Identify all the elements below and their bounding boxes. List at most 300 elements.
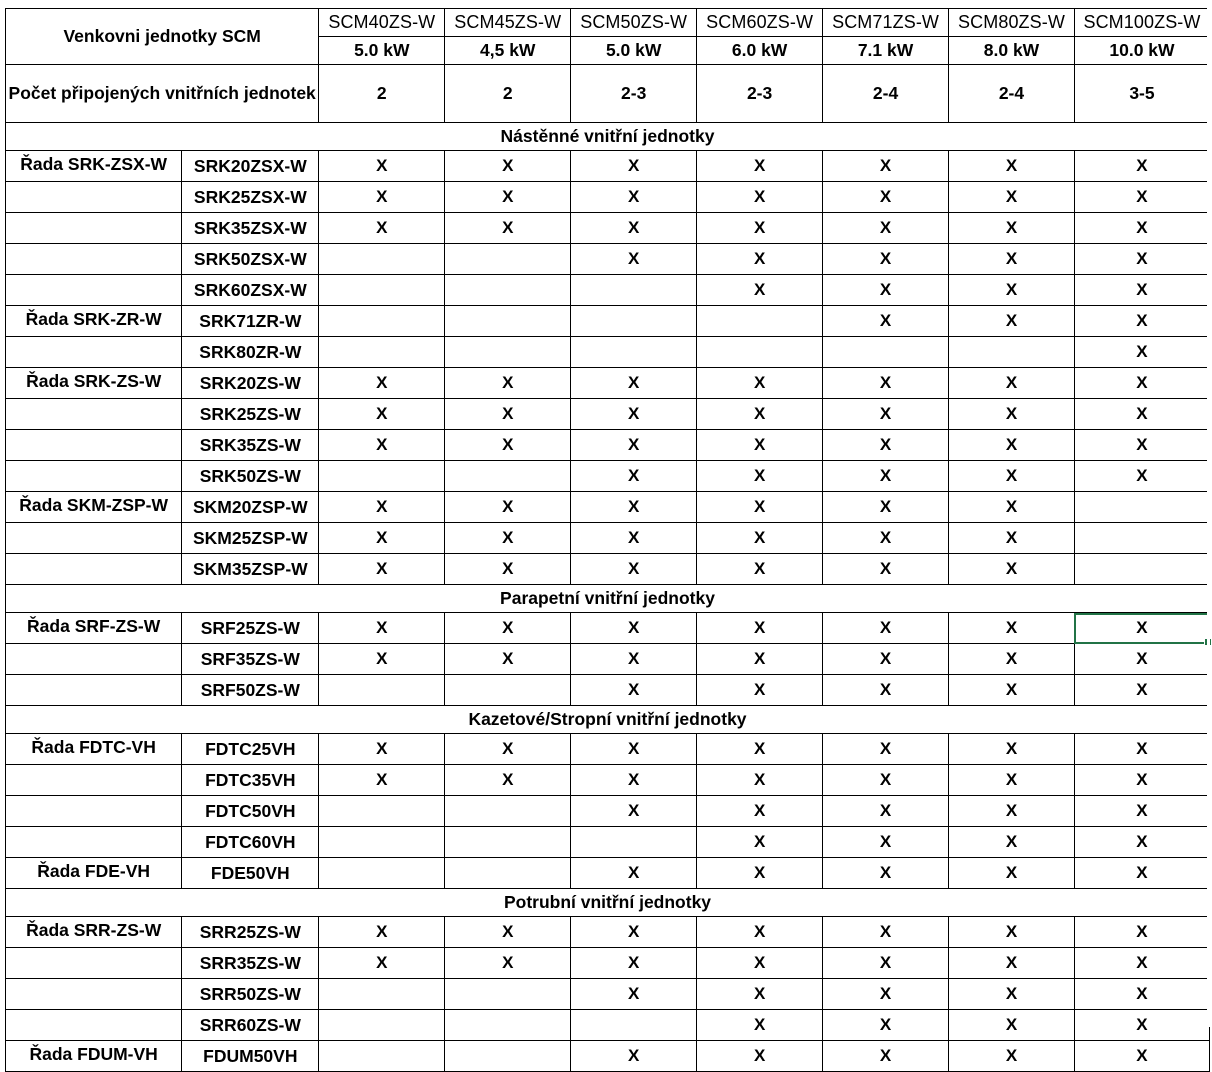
series-cell[interactable] (6, 399, 182, 430)
series-cell[interactable] (6, 979, 182, 1010)
series-cell[interactable] (6, 796, 182, 827)
compatibility-cell[interactable] (445, 244, 571, 275)
table-row (6, 858, 1210, 889)
compatibility-cell[interactable]: X (823, 275, 949, 306)
compatibility-cell[interactable]: X (949, 1010, 1075, 1041)
model-power-cell[interactable]: 10.0 kW (1074, 37, 1209, 65)
compatibility-cell[interactable] (445, 858, 571, 889)
series-cell[interactable] (6, 275, 182, 306)
compatibility-cell[interactable]: X (949, 644, 1075, 675)
compatibility-cell[interactable]: X (319, 523, 445, 554)
compatibility-cell[interactable]: X (823, 644, 949, 675)
table-row (6, 399, 1210, 430)
compatibility-cell[interactable]: X (949, 182, 1075, 213)
compatibility-cell[interactable] (319, 337, 445, 368)
compatibility-cell[interactable]: X (445, 182, 571, 213)
compatibility-cell[interactable]: X (1074, 368, 1209, 399)
compatibility-cell[interactable]: X (697, 275, 823, 306)
series-cell[interactable]: Řada FDUM-VH (6, 1041, 182, 1072)
table-row (6, 827, 1210, 858)
indoor-unit-cell[interactable]: FDTC25VH (182, 734, 319, 765)
compatibility-cell[interactable]: X (1074, 675, 1209, 706)
compatibility-cell[interactable]: X (445, 151, 571, 182)
compatibility-cell[interactable]: X (823, 554, 949, 585)
compatibility-cell[interactable]: X (949, 523, 1075, 554)
table-row (6, 213, 1210, 244)
connected-count-cell[interactable]: 2-4 (823, 65, 949, 123)
compatibility-cell[interactable]: X (571, 523, 697, 554)
compatibility-cell[interactable] (697, 306, 823, 337)
compatibility-cell[interactable]: X (1074, 213, 1209, 244)
compatibility-cell[interactable] (319, 461, 445, 492)
series-cell[interactable] (6, 948, 182, 979)
compatibility-cell[interactable] (319, 858, 445, 889)
compatibility-cell[interactable]: X (571, 182, 697, 213)
compatibility-cell[interactable] (1074, 554, 1209, 585)
compatibility-cell[interactable]: X (571, 151, 697, 182)
section-row (6, 123, 1210, 151)
compatibility-cell[interactable]: X (571, 461, 697, 492)
compatibility-cell[interactable]: X (319, 213, 445, 244)
compatibility-cell[interactable]: X (319, 430, 445, 461)
compatibility-cell[interactable] (949, 337, 1075, 368)
series-cell[interactable] (6, 244, 182, 275)
series-cell[interactable]: Řada SKM-ZSP-W (6, 492, 182, 523)
compatibility-cell[interactable]: X (949, 213, 1075, 244)
compatibility-cell[interactable]: X (823, 368, 949, 399)
section-title-cell[interactable]: Potrubní vnitřní jednotky (6, 889, 1210, 917)
compatibility-cell[interactable]: X (823, 461, 949, 492)
table-row (6, 151, 1210, 182)
compatibility-cell[interactable] (1074, 523, 1209, 554)
indoor-unit-cell[interactable]: SKM20ZSP-W (182, 492, 319, 523)
compatibility-cell[interactable]: X (949, 613, 1075, 644)
indoor-unit-cell[interactable]: SRR35ZS-W (182, 948, 319, 979)
indoor-unit-cell[interactable]: SRF50ZS-W (182, 675, 319, 706)
table-row (6, 796, 1210, 827)
compatibility-cell[interactable] (445, 979, 571, 1010)
compatibility-cell[interactable]: X (1074, 275, 1209, 306)
table-row (6, 492, 1210, 523)
table-row (6, 461, 1210, 492)
compatibility-cell[interactable]: X (697, 734, 823, 765)
indoor-unit-cell[interactable]: SRK25ZS-W (182, 399, 319, 430)
compatibility-cell[interactable]: X (697, 554, 823, 585)
compatibility-cell[interactable]: X (445, 765, 571, 796)
series-cell[interactable] (6, 675, 182, 706)
compatibility-cell[interactable]: X (445, 399, 571, 430)
compatibility-cell[interactable]: X (697, 675, 823, 706)
compatibility-cell[interactable] (445, 337, 571, 368)
compatibility-cell[interactable]: X (949, 244, 1075, 275)
compatibility-cell[interactable] (571, 306, 697, 337)
compatibility-cell[interactable]: X (1074, 461, 1209, 492)
series-cell[interactable]: Řada SRK-ZSX-W (6, 151, 182, 182)
connected-count-cell[interactable]: 2-3 (697, 65, 823, 123)
compatibility-cell[interactable] (571, 827, 697, 858)
indoor-unit-cell[interactable]: SRK35ZS-W (182, 430, 319, 461)
compatibility-cell[interactable]: X (319, 734, 445, 765)
compatibility-cell[interactable] (319, 306, 445, 337)
compatibility-cell[interactable]: X (319, 613, 445, 644)
compatibility-cell[interactable]: X (949, 948, 1075, 979)
compatibility-cell[interactable]: X (1074, 1010, 1209, 1041)
indoor-unit-cell[interactable]: SRF25ZS-W (182, 613, 319, 644)
series-cell[interactable]: Řada SRR-ZS-W (6, 917, 182, 948)
compatibility-cell[interactable]: X (571, 492, 697, 523)
connected-count-cell[interactable]: 2 (319, 65, 445, 123)
series-cell[interactable] (6, 523, 182, 554)
compatibility-cell[interactable]: X (571, 368, 697, 399)
compatibility-cell[interactable] (445, 675, 571, 706)
compatibility-cell[interactable]: X (445, 213, 571, 244)
compatibility-cell[interactable]: X (949, 554, 1075, 585)
compatibility-table (5, 8, 1210, 1072)
indoor-unit-cell[interactable]: SRK80ZR-W (182, 337, 319, 368)
compatibility-cell[interactable]: X (1074, 244, 1209, 275)
model-power-cell[interactable]: 8.0 kW (949, 37, 1075, 65)
series-cell[interactable] (6, 644, 182, 675)
table-row (6, 734, 1210, 765)
compatibility-cell[interactable]: X (823, 182, 949, 213)
compatibility-cell[interactable] (319, 827, 445, 858)
compatibility-cell[interactable]: X (1074, 306, 1209, 337)
compatibility-cell[interactable]: X (823, 948, 949, 979)
section-title-cell[interactable]: Kazetové/Stropní vnitřní jednotky (6, 706, 1210, 734)
compatibility-cell[interactable]: X (949, 827, 1075, 858)
compatibility-cell[interactable]: X (823, 306, 949, 337)
indoor-unit-cell[interactable]: FDTC35VH (182, 765, 319, 796)
compatibility-cell[interactable]: X (1074, 337, 1209, 368)
compatibility-cell[interactable]: X (823, 827, 949, 858)
series-cell[interactable]: Řada SRF-ZS-W (6, 613, 182, 644)
series-cell[interactable] (6, 827, 182, 858)
compatibility-cell[interactable]: X (823, 244, 949, 275)
compatibility-cell[interactable]: X (571, 979, 697, 1010)
indoor-unit-cell[interactable]: FDTC60VH (182, 827, 319, 858)
compatibility-cell[interactable] (571, 337, 697, 368)
connected-count-cell[interactable]: 2 (445, 65, 571, 123)
compatibility-cell[interactable]: X (1074, 430, 1209, 461)
model-name-cell[interactable]: SCM50ZS-W (571, 9, 697, 37)
indoor-unit-cell[interactable]: SKM25ZSP-W (182, 523, 319, 554)
compatibility-cell[interactable]: X (949, 1041, 1075, 1072)
compatibility-cell[interactable]: X (319, 492, 445, 523)
compatibility-cell[interactable]: X (1074, 399, 1209, 430)
compatibility-cell[interactable] (445, 796, 571, 827)
table-row (6, 275, 1210, 306)
indoor-unit-cell[interactable]: SRK25ZSX-W (182, 182, 319, 213)
indoor-unit-cell[interactable]: SRK35ZSX-W (182, 213, 319, 244)
compatibility-cell[interactable]: X (697, 644, 823, 675)
compatibility-cell[interactable]: X (823, 213, 949, 244)
series-cell[interactable]: Řada SRK-ZR-W (6, 306, 182, 337)
compatibility-cell[interactable] (571, 1010, 697, 1041)
series-cell[interactable]: Řada FDTC-VH (6, 734, 182, 765)
compatibility-cell[interactable]: X (445, 554, 571, 585)
compatibility-cell[interactable]: X (571, 734, 697, 765)
compatibility-cell[interactable]: X (319, 917, 445, 948)
compatibility-cell[interactable]: X (823, 399, 949, 430)
series-cell[interactable] (6, 461, 182, 492)
compatibility-cell[interactable]: X (697, 613, 823, 644)
connected-count-cell[interactable]: 3-5 (1074, 65, 1209, 123)
connected-count-cell[interactable]: 2-4 (949, 65, 1075, 123)
compatibility-cell[interactable]: X (571, 244, 697, 275)
compatibility-cell[interactable]: X (445, 368, 571, 399)
compatibility-cell[interactable]: X (949, 917, 1075, 948)
corner-label-cell[interactable]: Venkovni jednotky SCM (6, 9, 319, 65)
compatibility-cell[interactable]: X (1074, 796, 1209, 827)
compatibility-cell[interactable]: X (319, 644, 445, 675)
section-row (6, 889, 1210, 917)
compatibility-cell[interactable]: X (697, 523, 823, 554)
compatibility-cell[interactable]: X (1074, 734, 1209, 765)
indoor-unit-cell[interactable]: SRK50ZSX-W (182, 244, 319, 275)
compatibility-cell[interactable]: X (445, 917, 571, 948)
model-name-cell[interactable]: SCM100ZS-W (1074, 9, 1209, 37)
compatibility-cell[interactable]: X (319, 151, 445, 182)
compatibility-cell[interactable]: X (697, 430, 823, 461)
compatibility-cell[interactable]: X (571, 796, 697, 827)
model-power-cell[interactable]: 7.1 kW (823, 37, 949, 65)
compatibility-cell[interactable]: X (1074, 765, 1209, 796)
compatibility-cell[interactable]: X (571, 554, 697, 585)
compatibility-cell[interactable]: X (949, 765, 1075, 796)
compatibility-cell[interactable] (445, 827, 571, 858)
compatibility-cell[interactable]: X (319, 182, 445, 213)
series-cell[interactable] (6, 765, 182, 796)
compatibility-cell[interactable]: X (823, 858, 949, 889)
compatibility-cell[interactable] (319, 275, 445, 306)
compatibility-cell[interactable] (445, 1010, 571, 1041)
compatibility-cell[interactable]: X (697, 917, 823, 948)
indoor-unit-cell[interactable]: FDE50VH (182, 858, 319, 889)
indoor-unit-cell[interactable]: SRR25ZS-W (182, 917, 319, 948)
model-power-cell[interactable]: 5.0 kW (319, 37, 445, 65)
compatibility-cell[interactable]: X (319, 368, 445, 399)
series-cell[interactable]: Řada FDE-VH (6, 858, 182, 889)
compatibility-cell[interactable]: X (697, 492, 823, 523)
compatibility-cell[interactable] (697, 337, 823, 368)
compatibility-cell[interactable]: X (319, 948, 445, 979)
compatibility-cell[interactable]: X (949, 796, 1075, 827)
compatibility-cell[interactable]: X (949, 151, 1075, 182)
compatibility-cell[interactable] (319, 244, 445, 275)
compatibility-cell[interactable]: X (823, 917, 949, 948)
compatibility-cell[interactable]: X (949, 275, 1075, 306)
series-cell[interactable] (6, 213, 182, 244)
compatibility-cell[interactable]: X (1074, 1041, 1209, 1072)
compatibility-cell[interactable]: X (1074, 827, 1209, 858)
compatibility-cell[interactable]: X (697, 182, 823, 213)
indoor-unit-cell[interactable]: SRF35ZS-W (182, 644, 319, 675)
compatibility-cell[interactable]: X (823, 979, 949, 1010)
compatibility-cell[interactable] (823, 337, 949, 368)
compatibility-cell[interactable]: X (823, 765, 949, 796)
table-row (6, 1041, 1210, 1072)
model-power-cell[interactable]: 5.0 kW (571, 37, 697, 65)
model-name-cell[interactable]: SCM45ZS-W (445, 9, 571, 37)
compatibility-cell[interactable]: X (571, 917, 697, 948)
compatibility-cell[interactable] (445, 306, 571, 337)
series-cell[interactable] (6, 1010, 182, 1041)
compatibility-cell[interactable]: X (823, 675, 949, 706)
compatibility-cell[interactable]: X (697, 213, 823, 244)
compatibility-cell[interactable]: X (949, 368, 1075, 399)
compatibility-cell[interactable]: X (445, 948, 571, 979)
compatibility-cell[interactable]: X (445, 430, 571, 461)
compatibility-cell[interactable]: X (571, 1041, 697, 1072)
compatibility-cell[interactable] (445, 461, 571, 492)
compatibility-cell[interactable]: X (1074, 948, 1209, 979)
indoor-unit-cell[interactable]: SRR50ZS-W (182, 979, 319, 1010)
compatibility-cell[interactable] (319, 675, 445, 706)
table-row (6, 244, 1210, 275)
series-cell[interactable] (6, 430, 182, 461)
compatibility-cell[interactable]: X (823, 734, 949, 765)
model-name-cell[interactable]: SCM40ZS-W (319, 9, 445, 37)
compatibility-cell[interactable]: X (949, 399, 1075, 430)
compatibility-cell[interactable]: X (949, 858, 1075, 889)
series-cell[interactable] (6, 182, 182, 213)
compatibility-cell[interactable]: X (823, 796, 949, 827)
compatibility-cell[interactable]: X (823, 1041, 949, 1072)
indoor-unit-cell[interactable]: SRK50ZS-W (182, 461, 319, 492)
indoor-unit-cell[interactable]: FDTC50VH (182, 796, 319, 827)
compatibility-cell[interactable] (571, 275, 697, 306)
compatibility-cell[interactable]: X (319, 554, 445, 585)
compatibility-cell[interactable]: X (445, 644, 571, 675)
compatibility-cell[interactable]: X (823, 492, 949, 523)
viewport-edge (1207, 0, 1210, 1027)
compatibility-cell[interactable]: X (1074, 151, 1209, 182)
connected-count-label-cell[interactable]: Počet připojených vnitřních jednotek (6, 65, 319, 123)
compatibility-cell[interactable]: X (571, 399, 697, 430)
section-title-cell[interactable]: Parapetní vnitřní jednotky (6, 585, 1210, 613)
compatibility-cell[interactable]: X (697, 244, 823, 275)
compatibility-cell[interactable]: X (445, 734, 571, 765)
series-cell[interactable] (6, 337, 182, 368)
indoor-unit-cell[interactable]: SKM35ZSP-W (182, 554, 319, 585)
connected-count-cell[interactable]: 2-3 (571, 65, 697, 123)
selected-compatibility-cell[interactable]: X (1074, 613, 1209, 644)
compatibility-cell[interactable]: X (823, 1010, 949, 1041)
indoor-unit-cell[interactable]: SRK20ZS-W (182, 368, 319, 399)
compatibility-cell[interactable]: X (697, 858, 823, 889)
compatibility-cell[interactable]: X (697, 796, 823, 827)
compatibility-cell[interactable] (445, 1041, 571, 1072)
compatibility-cell[interactable]: X (949, 979, 1075, 1010)
compatibility-cell[interactable]: X (445, 523, 571, 554)
compatibility-cell[interactable]: X (1074, 644, 1209, 675)
table-row (6, 644, 1210, 675)
compatibility-cell[interactable]: X (319, 765, 445, 796)
compatibility-cell[interactable]: X (949, 675, 1075, 706)
section-title-cell[interactable]: Nástěnné vnitřní jednotky (6, 123, 1210, 151)
compatibility-cell[interactable]: X (445, 613, 571, 644)
model-power-cell[interactable]: 6.0 kW (697, 37, 823, 65)
compatibility-cell[interactable]: X (571, 765, 697, 796)
compatibility-cell[interactable]: X (949, 306, 1075, 337)
compatibility-cell[interactable] (319, 1010, 445, 1041)
compatibility-cell[interactable]: X (949, 734, 1075, 765)
model-name-cell[interactable]: SCM80ZS-W (949, 9, 1075, 37)
table-body (6, 9, 1210, 1072)
compatibility-cell[interactable]: X (697, 827, 823, 858)
compatibility-cell[interactable]: X (949, 492, 1075, 523)
compatibility-cell[interactable]: X (1074, 917, 1209, 948)
compatibility-cell[interactable]: X (823, 151, 949, 182)
indoor-unit-cell[interactable]: SRK60ZSX-W (182, 275, 319, 306)
series-cell[interactable] (6, 554, 182, 585)
compatibility-cell[interactable]: X (949, 461, 1075, 492)
table-row (6, 917, 1210, 948)
compatibility-cell[interactable]: X (697, 1041, 823, 1072)
table-row (6, 675, 1210, 706)
indoor-unit-cell[interactable]: SRK20ZSX-W (182, 151, 319, 182)
model-power-cell[interactable]: 4,5 kW (445, 37, 571, 65)
compatibility-cell[interactable]: X (571, 948, 697, 979)
compatibility-cell[interactable]: X (1074, 858, 1209, 889)
series-cell[interactable]: Řada SRK-ZS-W (6, 368, 182, 399)
compatibility-cell[interactable]: X (445, 492, 571, 523)
table-row (6, 979, 1210, 1010)
model-name-cell[interactable]: SCM71ZS-W (823, 9, 949, 37)
indoor-unit-cell[interactable]: SRR60ZS-W (182, 1010, 319, 1041)
indoor-unit-cell[interactable]: SRK71ZR-W (182, 306, 319, 337)
model-name-cell[interactable]: SCM60ZS-W (697, 9, 823, 37)
table-row (6, 430, 1210, 461)
compatibility-cell[interactable] (319, 1041, 445, 1072)
compatibility-cell[interactable]: X (823, 430, 949, 461)
compatibility-cell[interactable]: X (697, 979, 823, 1010)
compatibility-cell[interactable]: X (1074, 979, 1209, 1010)
compatibility-cell[interactable]: X (697, 399, 823, 430)
compatibility-cell[interactable]: X (571, 858, 697, 889)
table-row (6, 368, 1210, 399)
compatibility-cell[interactable]: X (571, 644, 697, 675)
compatibility-cell[interactable]: X (571, 430, 697, 461)
compatibility-cell[interactable] (445, 275, 571, 306)
table-row (6, 182, 1210, 213)
compatibility-cell[interactable]: X (1074, 182, 1209, 213)
compatibility-cell[interactable]: X (571, 213, 697, 244)
table-row (6, 613, 1210, 644)
compatibility-cell[interactable]: X (697, 151, 823, 182)
compatibility-cell[interactable]: X (319, 399, 445, 430)
compatibility-cell[interactable] (319, 796, 445, 827)
compatibility-cell[interactable] (1074, 492, 1209, 523)
indoor-unit-cell[interactable]: FDUM50VH (182, 1041, 319, 1072)
compatibility-cell[interactable]: X (697, 765, 823, 796)
table-row (6, 523, 1210, 554)
compatibility-cell[interactable]: X (697, 368, 823, 399)
table-row (6, 337, 1210, 368)
compatibility-cell[interactable]: X (697, 1010, 823, 1041)
compatibility-cell[interactable]: X (571, 613, 697, 644)
compatibility-cell[interactable]: X (823, 613, 949, 644)
compatibility-cell[interactable]: X (571, 675, 697, 706)
compatibility-cell[interactable]: X (697, 948, 823, 979)
compatibility-cell[interactable]: X (949, 430, 1075, 461)
compatibility-cell[interactable]: X (697, 461, 823, 492)
header-row-connected-count (6, 65, 1210, 123)
table-row (6, 948, 1210, 979)
compatibility-cell[interactable]: X (823, 523, 949, 554)
table-row (6, 1010, 1210, 1041)
compatibility-cell[interactable] (319, 979, 445, 1010)
